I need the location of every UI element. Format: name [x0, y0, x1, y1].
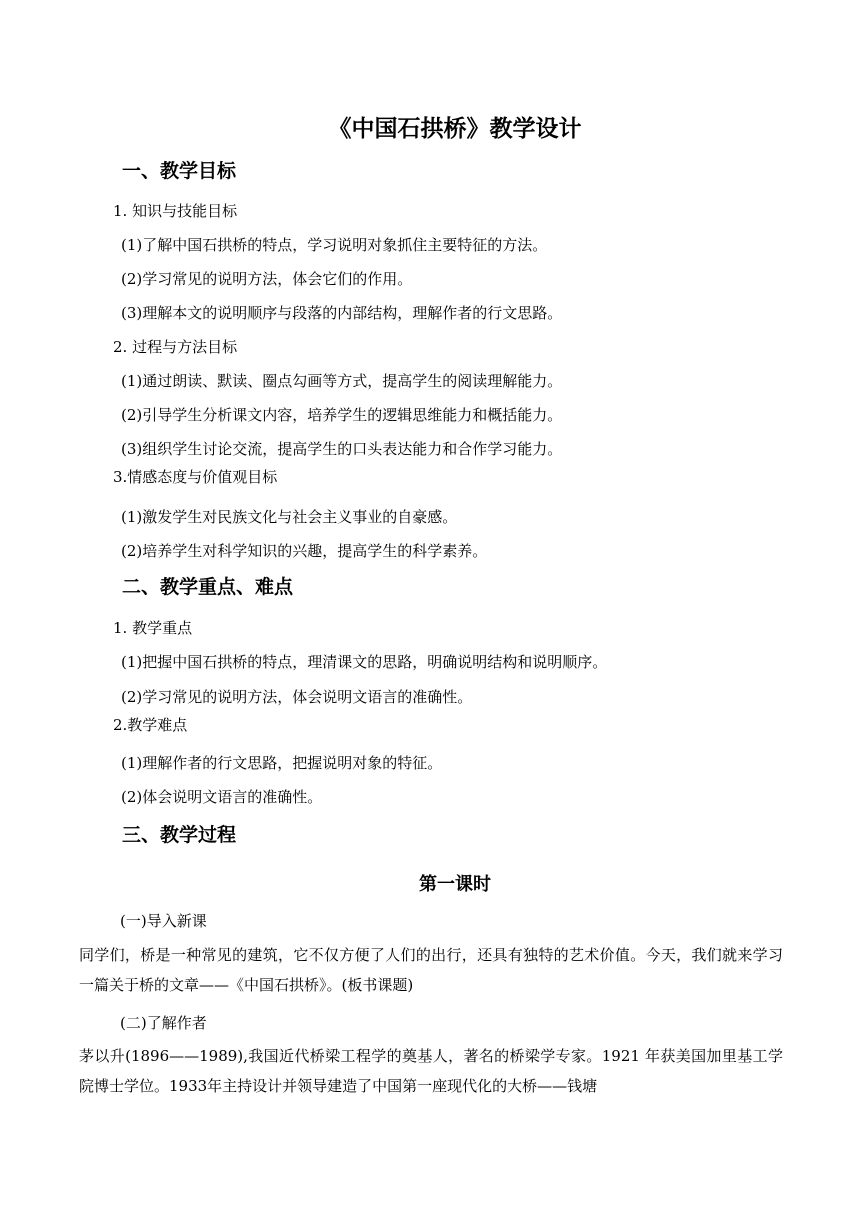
step-label-intro: (一)导入新课	[120, 912, 207, 930]
subheading-key-points: 1. 教学重点	[113, 619, 193, 637]
list-item: (2)体会说明文语言的准确性。	[121, 788, 323, 806]
subheading-emotion-values: 3.情感态度与价值观目标	[113, 468, 278, 486]
list-item: (1)了解中国石拱桥的特点，学习说明对象抓住主要特征的方法。	[121, 236, 548, 254]
lesson-heading: 第一课时	[419, 874, 491, 895]
list-item: (2)学习常见的说明方法，体会说明文语言的准确性。	[121, 688, 473, 706]
list-item: (3)组织学生讨论交流，提高学生的口头表达能力和合作学习能力。	[121, 440, 563, 458]
subheading-difficulties: 2.教学难点	[113, 716, 188, 734]
subheading-process-methods: 2. 过程与方法目标	[113, 338, 238, 356]
section-heading-process: 三、教学过程	[122, 824, 237, 846]
list-item: (1)把握中国石拱桥的特点，理清课文的思路，明确说明结构和说明顺序。	[121, 653, 608, 671]
section-heading-key-points: 二、教学重点、难点	[122, 576, 294, 598]
section-heading-objectives: 一、教学目标	[122, 160, 237, 182]
subheading-knowledge-skills: 1. 知识与技能目标	[113, 202, 238, 220]
list-item: (2)学习常见的说明方法，体会它们的作用。	[121, 270, 413, 288]
list-item: (1)激发学生对民族文化与社会主义事业的自豪感。	[121, 508, 458, 526]
list-item: (3)理解本文的说明顺序与段落的内部结构，理解作者的行文思路。	[121, 304, 563, 322]
step-label-author: (二)了解作者	[120, 1014, 207, 1032]
document-title: 《中国石拱桥》教学设计	[328, 116, 582, 142]
list-item: (2)引导学生分析课文内容，培养学生的逻辑思维能力和概括能力。	[121, 406, 563, 424]
list-item: (2)培养学生对科学知识的兴趣，提高学生的科学素养。	[121, 542, 488, 560]
list-item: (1)理解作者的行文思路，把握说明对象的特征。	[121, 754, 443, 772]
list-item: (1)通过朗读、默读、圈点勾画等方式，提高学生的阅读理解能力。	[121, 372, 563, 390]
paragraph-author: 茅以升(1896——1989),我国近代桥梁工程学的奠基人，著名的桥梁学专家。1921 年获美国加里基工学院博士学位。1933年主持设计并领导建造了中国第一座现代化的大桥——钱塘	[79, 1047, 783, 1095]
paragraph-intro: 同学们，桥是一种常见的建筑，它不仅方便了人们的出行，还具有独特的艺术价值。今天，我们就来学习一篇关于桥的文章——《中国石拱桥》。(板书课题)	[79, 946, 783, 994]
